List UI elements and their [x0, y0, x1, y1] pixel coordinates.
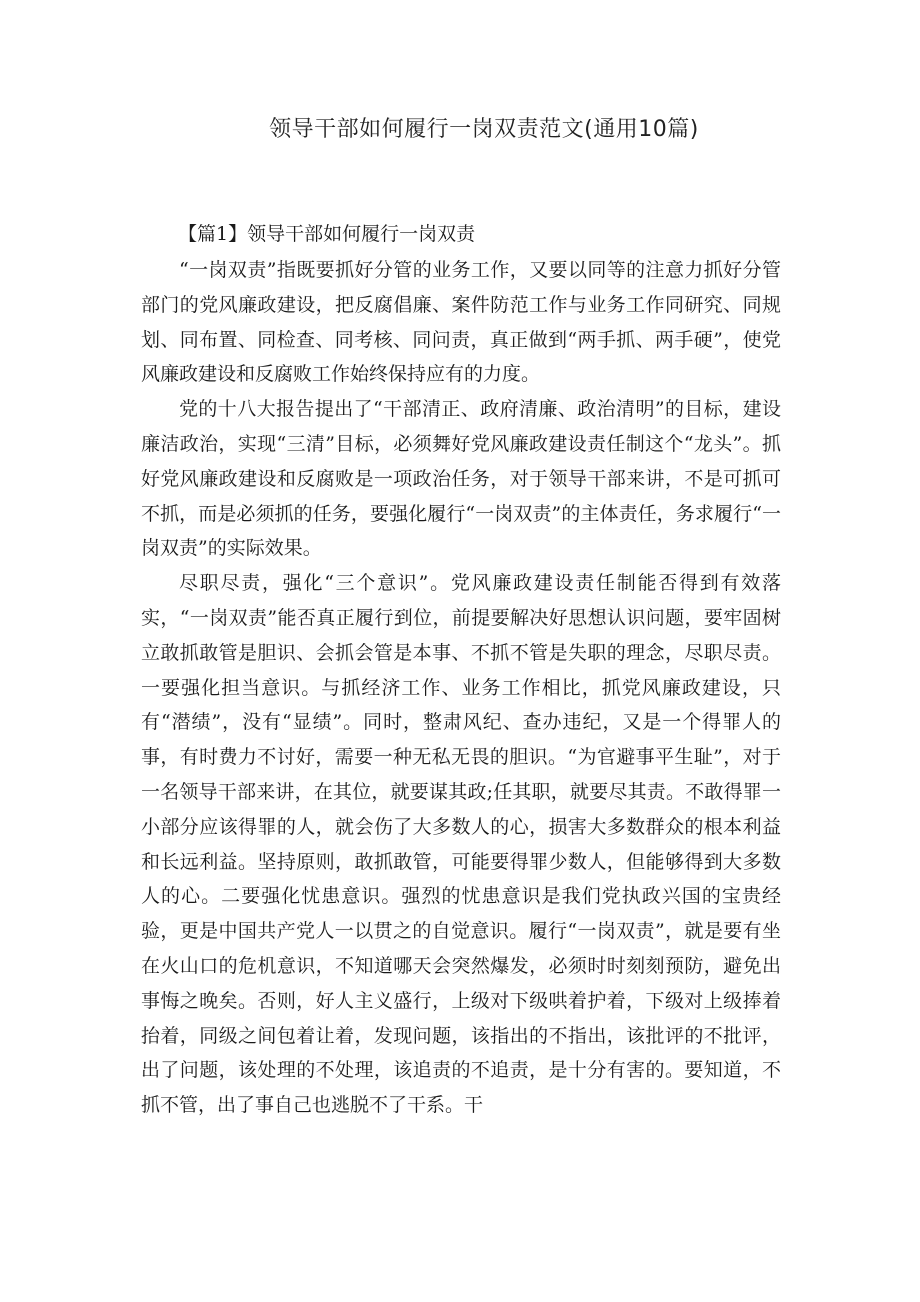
document-title: 领导干部如何履行一岗双责范文(通用10篇)	[269, 117, 699, 142]
paragraph: 尽职尽责，强化“三个意识”。党风廉政建设责任制能否得到有效落实，“一岗双责”能否真正履行到位，前提要解决好思想认识问题，要牢固树立敢抓敢管是胆识、会抓会管是本事、不抓不管是失职的理念，尽职尽责。一要强化担当意识。与抓经济工作、业务工作相比，抓党风廉政建设，只有“潜绩”，没有“显绩”。同时，整肃风纪、查办违纪，又是一个得罪人的事，有时费力不讨好，需要一种无私无畏的胆识。“为官避事平生耻”，对于一名领导干部来讲，在其位，就要谋其政;任其职，就要尽其责。不敢得罪一小部分应该得罪的人，就会伤了大多数人的心，损害大多数群众的根本利益和长远利益。坚持原则，敢抓敢管，可能要得罪少数人，但能够得到大多数人的心。二要强化忧患意识。强烈的忧患意识是我们党执政兴国的宝贵经验，更是中国共产党人一以贯之的自觉意识。履行“一岗双责”，就是要有坐在火山口的危机意识，不知道哪天会突然爆发，必须时时刻刻预防，避免出事悔之晚矣。否则，好人主义盛行，上级对下级哄着护着，下级对上级捧着抬着，同级之间包着让着，发现问题，该指出的不指出，该批评的不批评，出了问题，该处理的不处理，该追责的不追责，是十分有害的。要知道，不抓不管，出了事自己也逃脱不了干系。干	[141, 572, 781, 1117]
section-heading: 【篇1】领导干部如何履行一岗双责	[178, 223, 476, 245]
paragraph: 党的十八大报告提出了“干部清正、政府清廉、政治清明”的目标，建设廉洁政治，实现“三清”目标，必须舞好党风廉政建设责任制这个“龙头”。抓好党风廉政建设和反腐败是一项政治任务，对于领导干部来讲，不是可抓可不抓，而是必须抓的任务，要强化履行“一岗双责”的主体责任，务求履行“一岗双责”的实际效果。	[141, 398, 781, 560]
paragraph: “一岗双责”指既要抓好分管的业务工作，又要以同等的注意力抓好分管部门的党风廉政建设，把反腐倡廉、案件防范工作与业务工作同研究、同规划、同布置、同检查、同考核、同问责，真正做到“两手抓、两手硬”，使党风廉政建设和反腐败工作始终保持应有的力度。	[141, 259, 781, 386]
document-body	[141, 253, 781, 1123]
